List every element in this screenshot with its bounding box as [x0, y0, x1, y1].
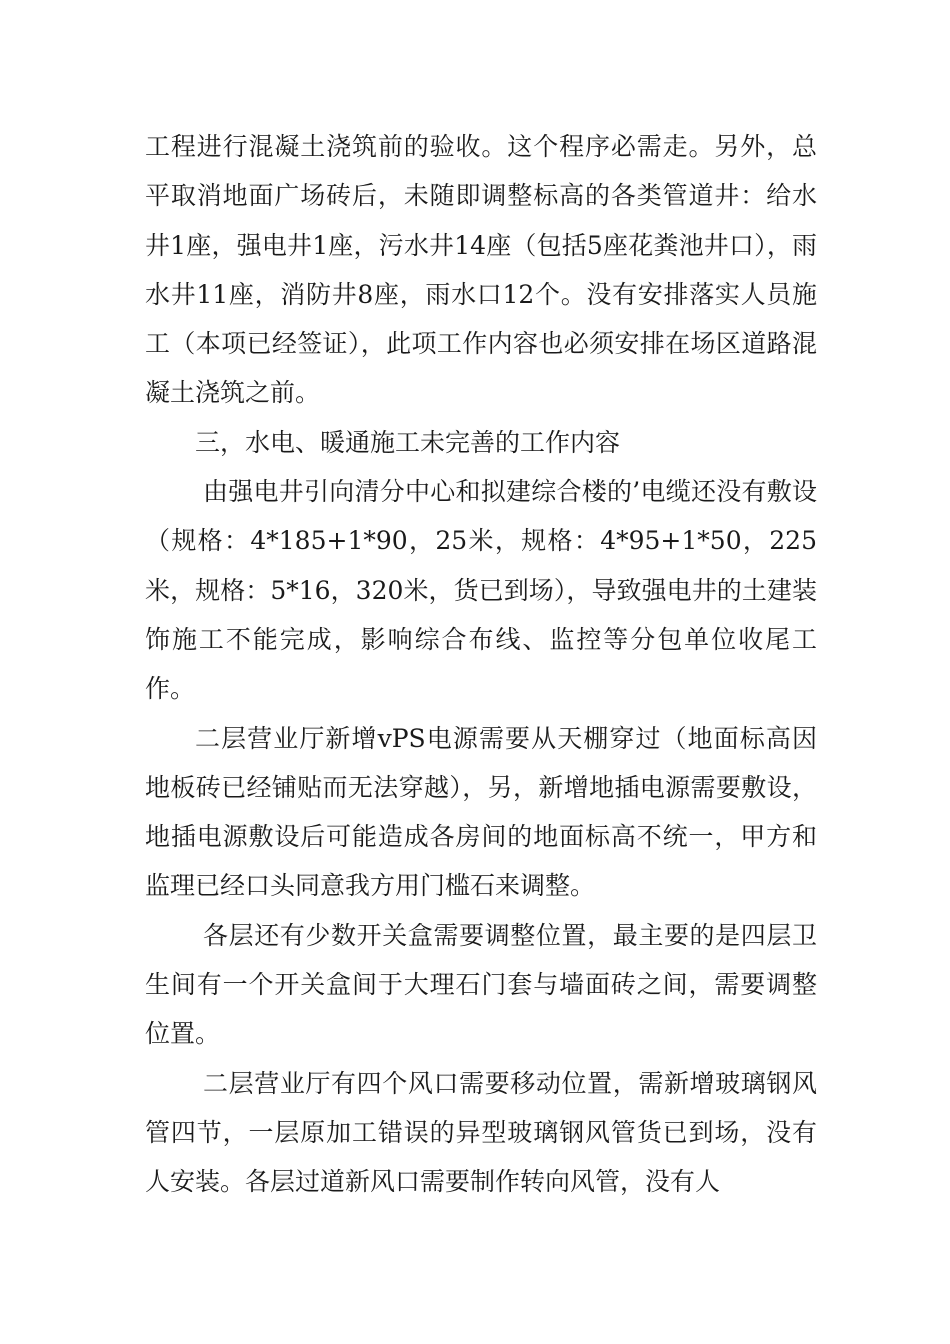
paragraph-switch-boxes: 各层还有少数开关盒需要调整位置，最主要的是四层卫生间有一个开关盒间于大理石门套与墙面砖之间，需要调整位置。: [145, 920, 817, 1049]
paragraph-pipe-wells: 工程进行混凝土浇筑前的验收。这个程序必需走。另外，总平取消地面广场砖后，未随即调整标高的各类管道井：给水井1座，强电井1座，污水井14座（包括5座花粪池井口），雨水井11座，消防井8座，雨水口12个。没有安排落实人员施工（本项已经签证），此项工作内容也必须安排在场区道路混凝土浇筑之前。: [145, 132, 817, 408]
section-heading-plumbing-electrical-hvac: 三，水电、暖通施工未完善的工作内容: [195, 427, 621, 457]
paragraph-cable-laying: 由强电井引向清分中心和拟建综合楼的’电缆还没有敷设（规格：4*185+1*90，25米，规格：4*95+1*50，225米，规格：5*16，320米，货已到场），导致强电井的土建装饰施工不能完成，影响综合布线、监控等分包单位收尾工作。: [145, 477, 817, 704]
document-body: [145, 122, 817, 1207]
paragraph-ups-power: 二层营业厅新增vPS电源需要从天棚穿过（地面标高因地板砖已经铺贴而无法穿越），另，新增地插电源需要敷设，地插电源敷设后可能造成各房间的地面标高不统一，甲方和监理已经口头同意我方用门槛石来调整。: [145, 723, 817, 901]
paragraph-air-vents: 二层营业厅有四个风口需要移动位置，需新增玻璃钢风管四节，一层原加工错误的异型玻璃钢风管货已到场，没有人安装。各层过道新风口需要制作转向风管，没有人: [145, 1068, 817, 1197]
